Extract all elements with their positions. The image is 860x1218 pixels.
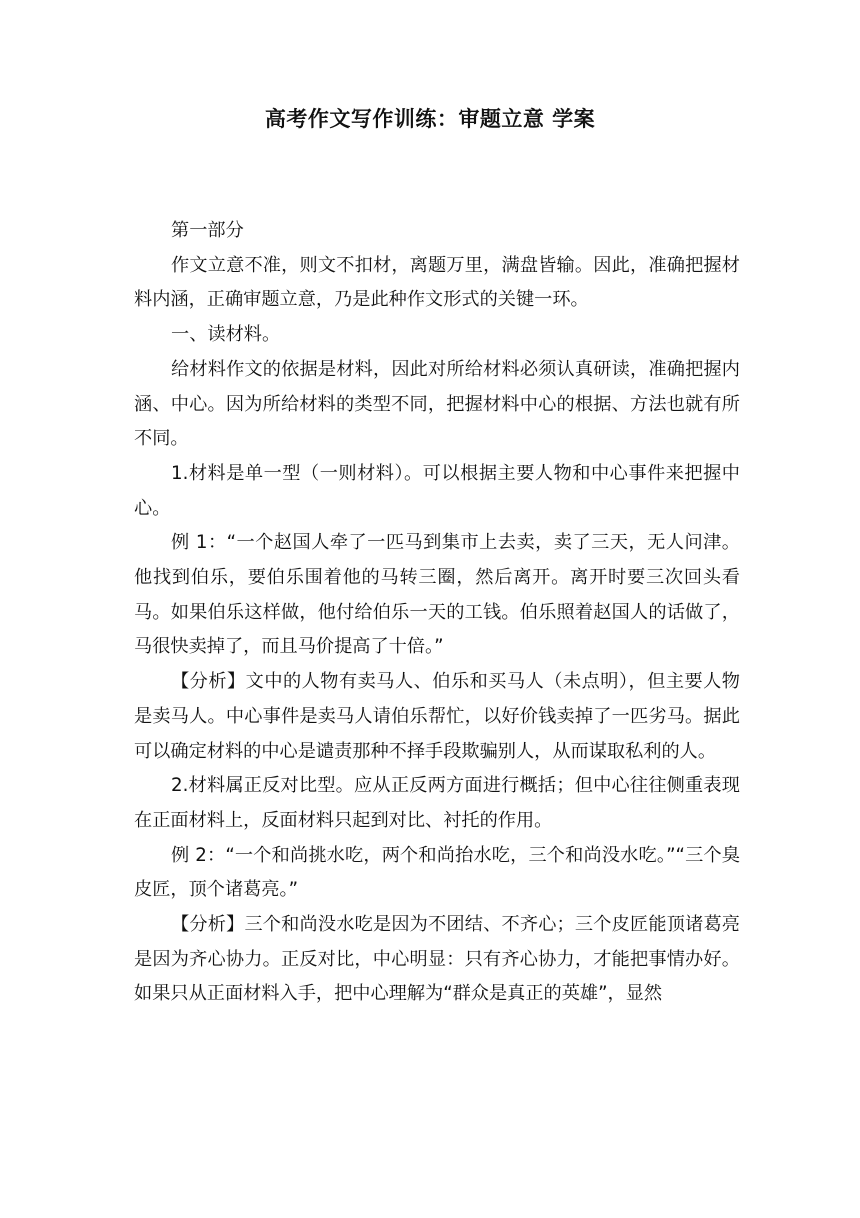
example-paragraph: 例 2：“一个和尚挑水吃，两个和尚抬水吃，三个和尚没水吃。”“三个臭皮匠，顶个诸葛亮。”: [134, 844, 740, 901]
document-body: [134, 214, 740, 1012]
document-title: 高考作文写作训练：审题立意 学案: [264, 107, 596, 131]
subsection-heading: 一、读材料。: [171, 324, 281, 346]
analysis-paragraph: 【分析】文中的人物有卖马人、伯乐和买马人（未点明），但主要人物是卖马人。中心事件是卖马人请伯乐帮忙，以好价钱卖掉了一匹劣马。据此可以确定材料的中心是谴责那种不择手段欺骗别人，从而谋取私利的人。: [134, 671, 740, 762]
example-paragraph: 例 1：“一个赵国人牵了一匹马到集市上去卖，卖了三天，无人问津。他找到伯乐，要伯乐围着他的马转三圈，然后离开。离开时要三次回头看马。如果伯乐这样做，他付给伯乐一天的工钱。伯乐照着赵国人的话做了，马很快卖掉了，而且马价提高了十倍。”: [134, 532, 740, 658]
numbered-point: 2.材料属正反对比型。应从正反两方面进行概括；但中心往往侧重表现在正面材料上，反面材料只起到对比、衬托的作用。: [134, 775, 740, 831]
section-heading: 第一部分: [171, 220, 244, 241]
paragraph: 给材料作文的依据是材料，因此对所给材料必须认真研读，准确把握内涵、中心。因为所给材料的类型不同，把握材料中心的根据、方法也就有所不同。: [134, 358, 740, 450]
analysis-paragraph: 【分析】三个和尚没水吃是因为不团结、不齐心；三个皮匠能顶诸葛亮是因为齐心协力。正反对比，中心明显：只有齐心协力，才能把事情办好。如果只从正面材料入手，把中心理解为“群众是真正的英雄”，显然: [134, 914, 740, 1005]
paragraph: 作文立意不准，则文不扣材，离题万里，满盘皆输。因此，准确把握材料内涵，正确审题立意，乃是此种作文形式的关键一环。: [134, 254, 740, 311]
numbered-point: 1.材料是单一型（一则材料）。可以根据主要人物和中心事件来把握中心。: [134, 462, 740, 519]
